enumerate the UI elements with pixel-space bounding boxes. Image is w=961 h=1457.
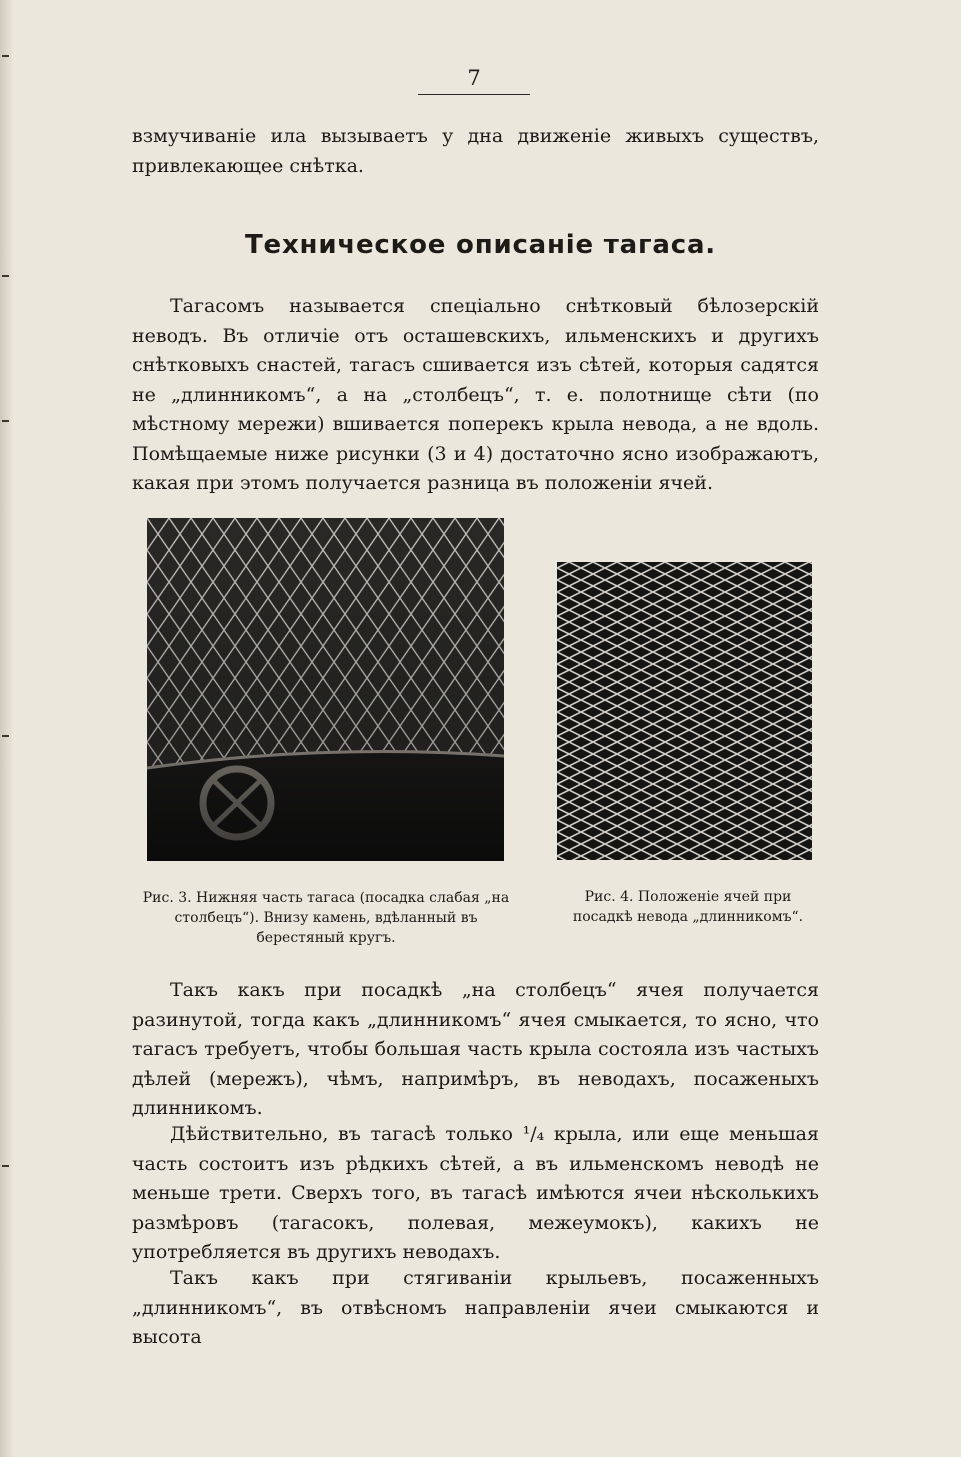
paragraph-wing-composition: Дѣйствительно, въ тагасѣ только ¹/₄ крыла, или еще меньшая часть состоитъ изъ рѣдкихъ сѣтей, а въ ильменскомъ неводѣ не меньше трети. Сверхъ того, въ тагасѣ имѣются ячеи нѣсколькихъ размѣровъ (тагасокъ, полевая, межеумокъ), какихъ не употребляется въ другихъ неводахъ. — [132, 1123, 819, 1263]
net-loose-mesh-image — [147, 518, 504, 861]
paragraph-tagas-definition: Тагасомъ называется спецiально снѣтковый бѣлозерскiй неводъ. Въ отличiе отъ осташевскихъ, ильменскихъ и другихъ снѣтковыхъ снастей, тагасъ сшивается изъ сѣтей, которыя садятся не „длинникомъ“, а на „столбецъ“, т. е. полотнище сѣти (по мѣстному мережи) вшивается поперекъ крыла невода, а не вдоль. Помѣщаемые ниже рисунки (3 и 4) достаточно ясно изображаютъ, какая при этомъ получается разница въ положенiи ячей. — [132, 295, 819, 494]
figure-3-caption: Рис. 3. Нижняя часть тагаса (посадка слабая „на столбецъ“). Внизу камень, вдѣланный въ берестяный кругъ. — [142, 890, 510, 946]
binding-edge — [0, 0, 14, 1457]
net-tight-mesh-image — [557, 562, 812, 860]
figure-4-caption: Рис. 4. Положенiе ячей при посадкѣ невода „длинникомъ“. — [572, 889, 804, 925]
intro-paragraph: взмучиванiе ила вызываетъ у дна движенiе живыхъ существъ, привлекающее снѣтка. — [132, 125, 819, 177]
page-number-rule — [418, 94, 530, 95]
paragraph-mesh-comparison: Такъ какъ при посадкѣ „на столбецъ“ ячея получается разинутой, тогда какъ „длинникомъ“ ячея смыкается, то ясно, что тагасъ требуетъ, чтобы большая часть крыла состояла изъ частыхъ дѣлей (мережъ), чѣмъ, напримѣръ, въ неводахъ, посаженыхъ длинникомъ. — [132, 979, 819, 1119]
page-number: 7 — [467, 66, 481, 90]
figure-4-photo — [557, 562, 812, 860]
section-heading: Техническое описанiе тагаса. — [245, 230, 716, 260]
figure-3-photo — [147, 518, 504, 861]
paragraph-wing-tightening: Такъ какъ при стягиванiи крыльевъ, посаженныхъ „длинникомъ“, въ отвѣсномъ направленiи ячеи смыкаются и высота — [132, 1267, 819, 1348]
